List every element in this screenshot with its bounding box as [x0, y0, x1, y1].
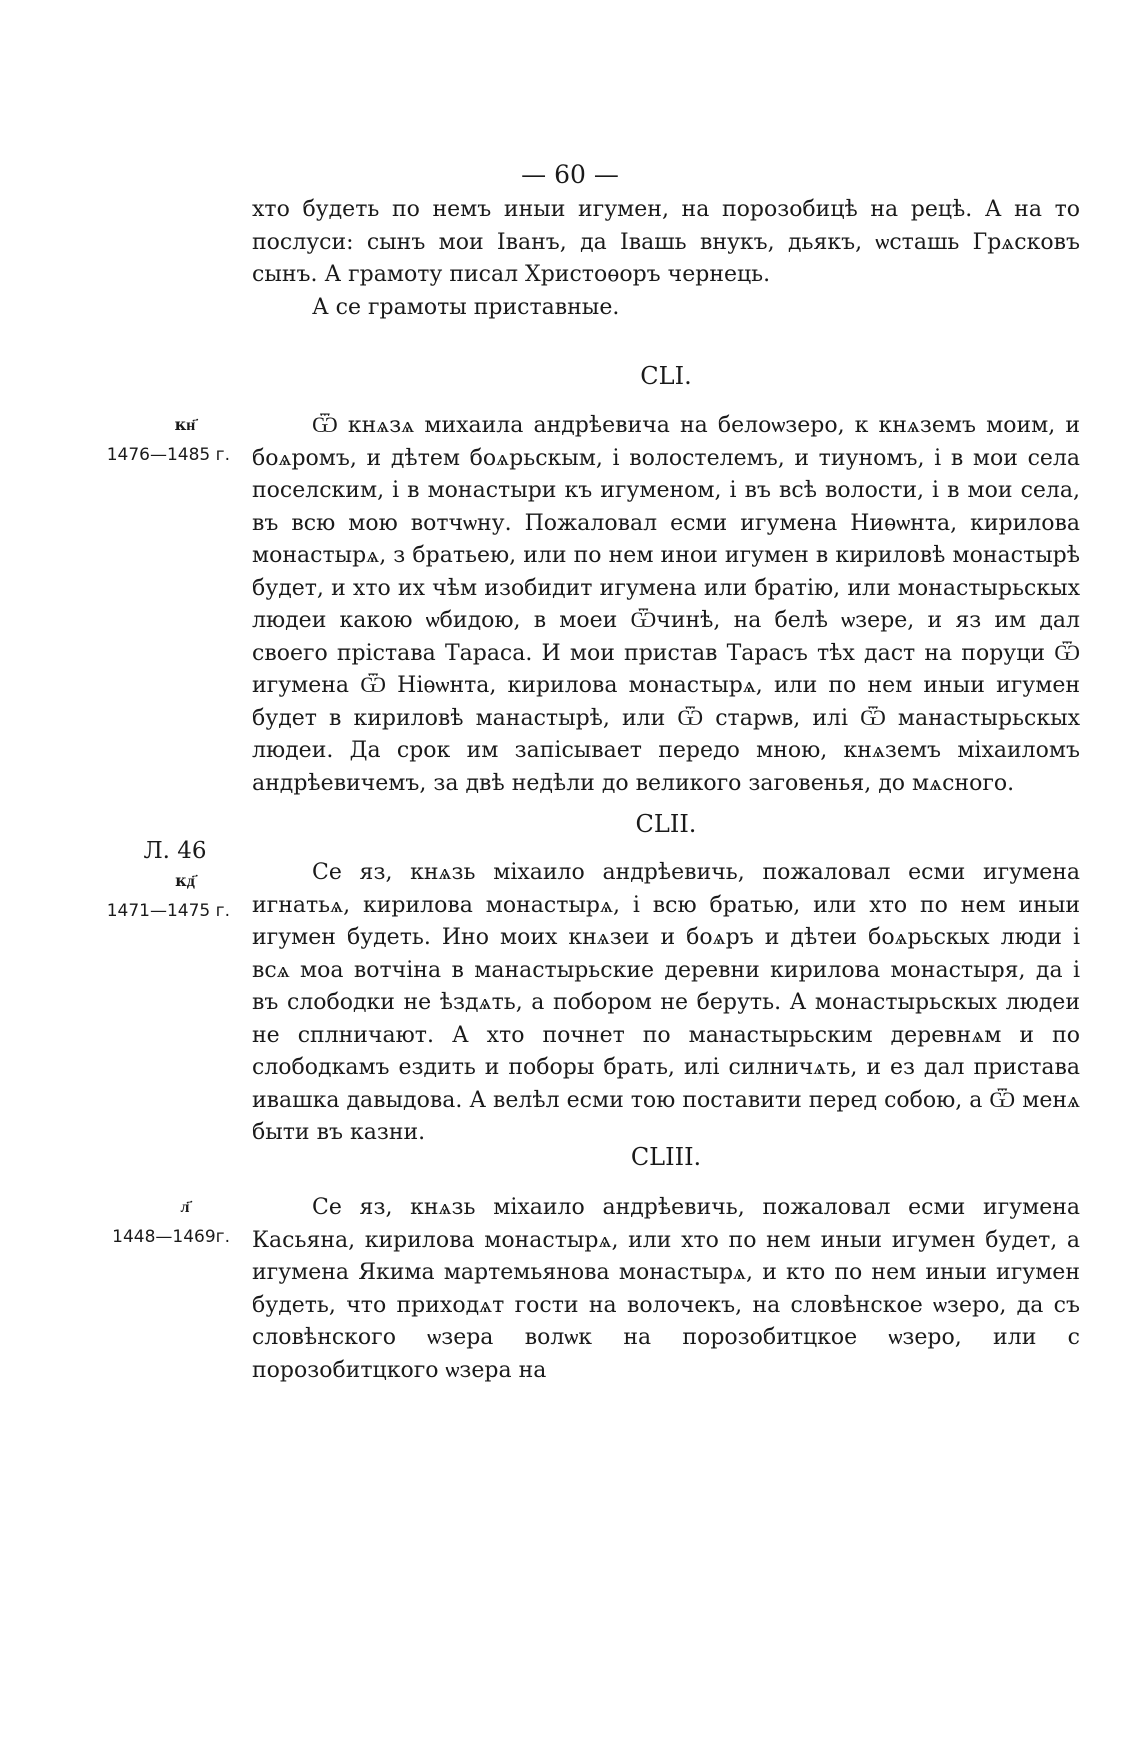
continuation-block: [252, 194, 1080, 324]
margin-letter: л҃: [180, 1197, 190, 1216]
margin-letter: кд҃: [175, 871, 195, 890]
section-paragraph: Се яз, кнѧзь міхаило андрѣевичь, пожаловал есми игумена игнатьѧ, кирилова монастырѧ, і всю братью, или хто по нем иныи игумен будеть. Ино моих кнѧзеи и боѧръ и дѣтеи боѧрьскых люди і всѧ моа вотчіна в манастырьские деревни кирилова монастыря, да і въ слободки не ѣздѧть, а побором не беруть. А монастырьскых людеи не сплничают. А хто почнет по манастырьским деревнѧм и по слободкамъ ездить и поборы брать, илі силничѧть, и ез дал пристава ивашка давыдова. А велѣл есми тою поставити перед собою, а Ѿ менѧ быти въ казни.: [252, 860, 1080, 1145]
margin-date: 1448—1469г.: [112, 1227, 230, 1247]
margin-date: 1471—1475 г.: [106, 901, 230, 921]
margin-date: 1476—1485 г.: [106, 445, 230, 465]
section-heading-cliii: CLIII.: [630, 1143, 702, 1171]
section-paragraph: Се яз, кнѧзь міхаило андрѣевичь, пожаловал есми игумена Касьяна, кирилова монастырѧ, или хто по нем иныи игумен будет, а игумена Якима мартемьянова монастырѧ, и кто по нем иныи игумен будеть, что приходѧт гости на волочекъ, на словѣнское ѡзеро, да съ словѣнского ѡзера волѡк на порозобитцкое ѡзеро, или с порозобитцкого ѡзера на: [252, 1195, 1080, 1383]
section-text-cli: [252, 410, 1080, 800]
margin-letter: кн҃: [174, 415, 196, 434]
page-number: — 60 —: [521, 160, 619, 189]
margin-note-cliii: [80, 1192, 230, 1252]
section-paragraph: Ѿ кнѧзѧ михаила андрѣевича на белоѡзеро, к кнѧземъ моим, и боѧромъ, и дѣтем боѧрьскым, і волостелемъ, и тиуномъ, і в мои села поселским, і в монастыри къ игуменом, і въ всѣ волости, і в мои села, въ всю мою вотчѡну. Пожаловал есми игумена Ниѳѡнта, кирилова монастырѧ, з братьею, или по нем инои игумен в кириловѣ монастырѣ будет, и хто их чѣм изобидит игумена или братію, или монастырьскых людеи какою ѡбидою, в моеи Ѿчинѣ, на белѣ ѡзере, и яз им дал своего прістава Тараса. И мои пристав Тарасъ тѣх даст на поруци Ѿ игумена Ѿ Ніѳѡнта, кирилова монастырѧ, или по нем иныи игумен будет в кириловѣ манастырѣ, или Ѿ старѡв, илі Ѿ манастырьскых людеи. Да срок им запісывает передо мною, кнѧземъ міхаиломъ андрѣевичемъ, за двѣ недѣли до великого заговенья, до мѧсного.: [252, 413, 1080, 796]
section-text-cliii: [252, 1192, 1080, 1387]
margin-note-cli: [80, 410, 230, 470]
continuation-paragraph: хто будеть по немъ иныи игумен, на порозобицѣ на рецѣ. А на то послуси: сынъ мои Іванъ, да Івашь внукъ, дьякъ, ѡсташь Грѧсковъ сынъ. А грамоту писал Христоѳоръ чернець.: [252, 197, 1080, 287]
section-heading-clii: CLII.: [635, 810, 697, 838]
margin-note-clii: [80, 836, 230, 926]
margin-folio-ref: Л. 46: [143, 838, 207, 864]
continuation-subheading: А се грамоты приставные.: [312, 294, 620, 320]
section-heading-cli: CLI.: [640, 362, 692, 390]
section-text-clii: [252, 857, 1080, 1150]
